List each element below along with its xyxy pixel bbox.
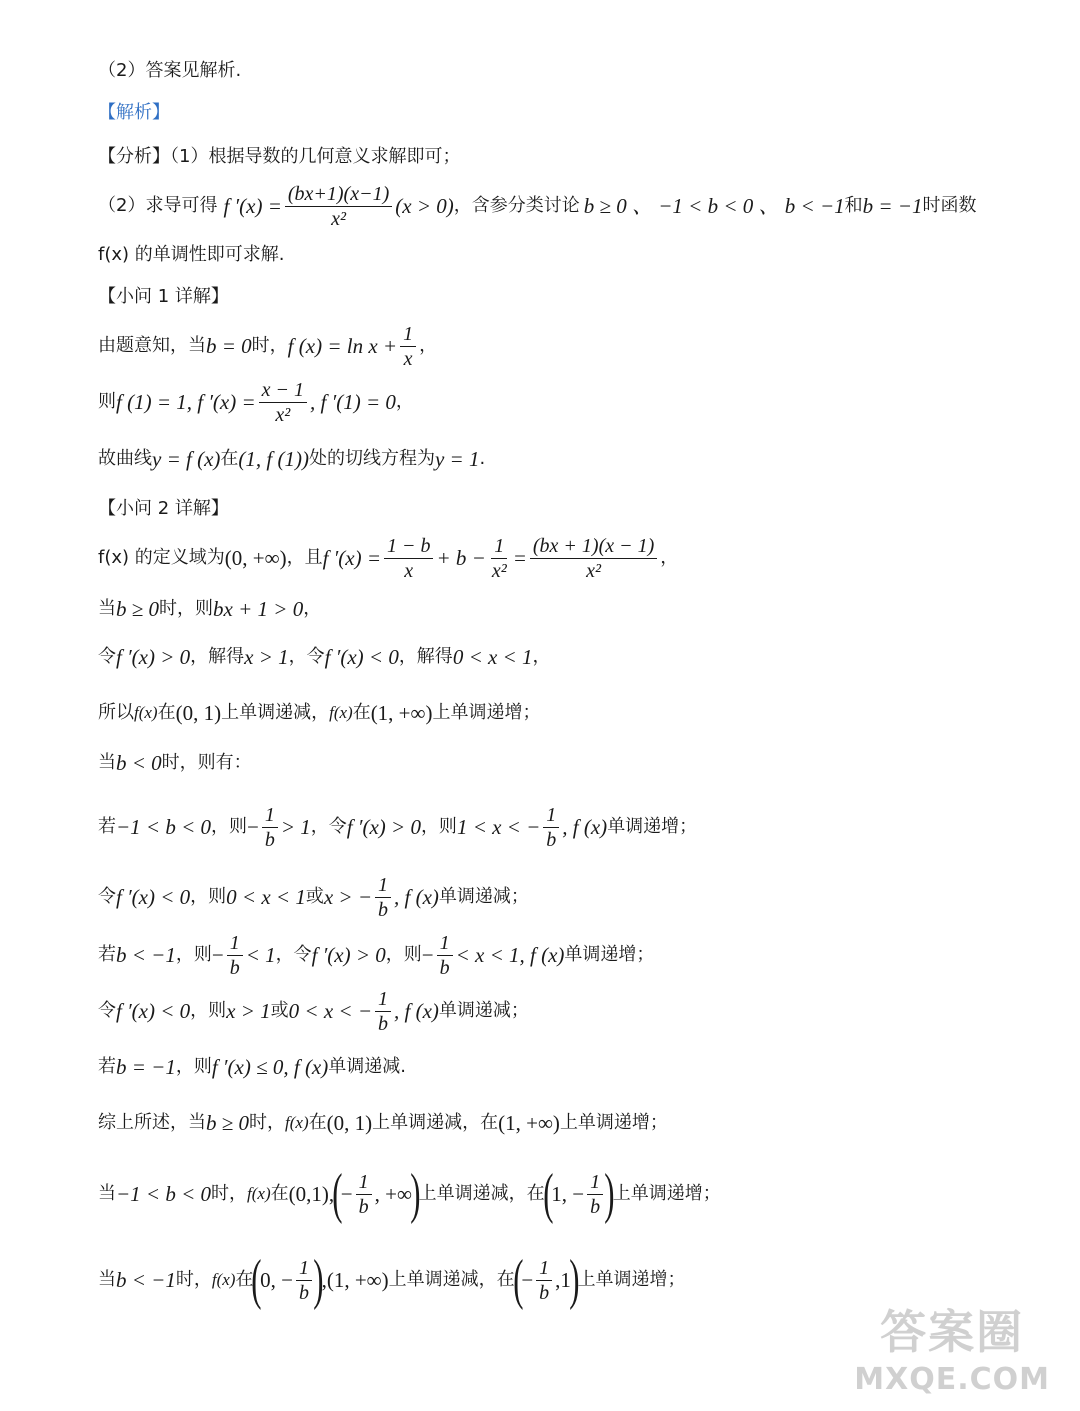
text: ，解得 <box>398 646 453 667</box>
q2-line-10 <box>98 1052 406 1082</box>
math: f ′(x) < 0 <box>116 999 191 1023</box>
text: 上单调递减，在 <box>372 1112 499 1133</box>
math: (1, +∞) <box>370 701 433 725</box>
math: f(x) <box>329 703 353 722</box>
math: f ′(x) < 0 <box>116 885 191 909</box>
text: 令 <box>98 646 116 667</box>
numerator: 1 <box>296 1256 312 1281</box>
math: (0, +∞) <box>224 546 287 570</box>
math: −1 < b < 0 <box>116 1182 212 1206</box>
text: 单调递减. <box>328 1056 406 1077</box>
text: f(x) 的定义域为 <box>98 547 225 568</box>
fraction <box>259 378 307 427</box>
numerator: (bx+1)(x−1) <box>285 182 392 207</box>
math: 0, − <box>260 1268 293 1292</box>
math: ,1 <box>555 1268 571 1292</box>
text: ，则 <box>420 816 457 837</box>
math: 0 < x < 1 <box>226 885 306 909</box>
text: 单调递增； <box>564 944 655 965</box>
numerator: 1 <box>227 931 243 956</box>
answer-line <box>98 56 241 86</box>
fraction <box>375 873 391 922</box>
text: （2）求导可得 <box>98 195 218 216</box>
fraction <box>356 1170 372 1219</box>
math: f (1) = 1, f ′(x) = <box>116 390 256 414</box>
text: 时， <box>211 1183 248 1204</box>
math: − <box>340 1182 353 1206</box>
left-paren: ( <box>542 1163 554 1225</box>
math: f ′(x) > 0 <box>346 815 421 839</box>
numerator: 1 <box>375 873 391 898</box>
text: 时函数 <box>922 195 977 216</box>
right-paren: ) <box>410 1163 421 1225</box>
analysis-line-1 <box>98 142 460 172</box>
summary-line-2 <box>98 1164 721 1224</box>
fraction <box>296 1256 312 1305</box>
math: f ′(x) ≤ 0, f (x) <box>211 1055 329 1079</box>
math: − <box>211 943 224 967</box>
text: 若 <box>98 1056 116 1077</box>
numerator: 1 − b <box>384 534 434 559</box>
fraction <box>437 931 453 980</box>
numerator: 1 <box>587 1170 603 1195</box>
right-paren: ) <box>569 1249 580 1311</box>
text: ，令 <box>275 944 312 965</box>
text: 令 <box>98 886 116 907</box>
text: 单调递增； <box>607 816 698 837</box>
math: b ≥ 0 <box>206 1111 250 1135</box>
text: ， <box>419 335 438 356</box>
q2-line-1 <box>98 534 678 582</box>
q1-line-1 <box>98 322 437 370</box>
math: b ≥ 0 <box>116 597 160 621</box>
denominator: x² <box>331 207 346 230</box>
text: 上单调递减，在 <box>418 1183 545 1204</box>
math: − <box>247 815 259 839</box>
denominator: b <box>264 828 275 851</box>
text: 【小问 1 详解】 <box>98 286 229 307</box>
text: ，则 <box>190 1000 227 1021</box>
fraction <box>536 1256 552 1305</box>
denominator: b <box>590 1195 601 1218</box>
text: 若 <box>98 816 116 837</box>
math: b = −1 <box>116 1055 176 1079</box>
text: 故曲线 <box>98 448 152 469</box>
math: b ≥ 0 、 −1 < b < 0 、 b < −1 <box>583 194 845 218</box>
text: ， <box>395 391 414 412</box>
denominator: x <box>404 559 414 582</box>
text: 在 <box>220 448 239 469</box>
text: 【分析】（1）根据导数的几何意义求解即可； <box>98 146 461 167</box>
math: , f (x) <box>394 999 439 1023</box>
math: f(x) <box>247 1184 271 1203</box>
math: < 1 <box>245 943 276 967</box>
right-paren: ) <box>313 1249 324 1311</box>
text: 【小问 2 详解】 <box>98 498 229 519</box>
text: 在 <box>270 1183 289 1204</box>
numerator: 1 <box>543 803 559 828</box>
text: ，解得 <box>190 646 245 667</box>
math: = <box>512 546 527 570</box>
numerator: 1 <box>491 534 507 559</box>
text: ，则 <box>385 944 422 965</box>
math: > 1 <box>280 815 311 839</box>
math: , f (x) <box>394 885 439 909</box>
q2-line-3 <box>98 642 550 672</box>
denominator: x² <box>586 559 601 582</box>
math: y = f (x) <box>152 447 221 471</box>
math: x > 1 <box>226 999 271 1023</box>
analysis-line-3 <box>98 240 284 270</box>
text: ，且 <box>286 547 323 568</box>
math: , f ′(1) = 0 <box>310 390 396 414</box>
summary-line-1 <box>98 1108 668 1138</box>
q1-line-2 <box>98 378 414 426</box>
denominator: x² <box>275 403 291 426</box>
text: 单调递减； <box>438 1000 529 1021</box>
fraction <box>384 534 434 583</box>
math: , f (x) <box>562 815 608 839</box>
text: ，令 <box>310 816 347 837</box>
math: ,(1, +∞) <box>321 1268 389 1292</box>
text: 上单调递减，在 <box>388 1269 515 1290</box>
math: (x > 0) <box>395 194 454 218</box>
math: + b − <box>436 546 486 570</box>
math: 0 < x < 1 <box>452 645 533 669</box>
math: f ′(x) = <box>223 194 282 218</box>
math: b < −1 <box>116 943 176 967</box>
text: 所以 <box>98 702 134 723</box>
math: (1, f (1)) <box>238 447 309 471</box>
fraction <box>285 182 392 231</box>
math: , +∞ <box>374 1182 412 1206</box>
q2-line-5 <box>98 748 252 778</box>
text: 或 <box>270 1000 289 1021</box>
text: （2）答案见解析. <box>98 60 242 81</box>
fraction <box>530 534 657 583</box>
math: − <box>421 943 434 967</box>
text: 在 <box>157 702 176 723</box>
section-label: 【解析】 <box>98 102 170 123</box>
q2-line-6 <box>98 802 697 852</box>
text: ，则 <box>190 886 227 907</box>
text: 上单调递增； <box>432 702 541 723</box>
numerator: 1 <box>437 931 453 956</box>
text: ， <box>303 598 322 619</box>
denominator: x² <box>491 559 507 582</box>
left-paren: ( <box>332 1163 343 1225</box>
math: f(x) <box>134 703 158 722</box>
text: 当 <box>98 1183 116 1204</box>
denominator: b <box>358 1195 369 1218</box>
watermark <box>854 1296 1050 1397</box>
math: f ′(x) > 0 <box>116 645 191 669</box>
denominator: b <box>298 1281 309 1304</box>
numerator: 1 <box>400 322 416 347</box>
denominator: b <box>546 828 557 851</box>
text: 上单调递增； <box>577 1269 686 1290</box>
text: ，含参分类讨论 <box>453 195 580 216</box>
text: 上单调递增； <box>612 1183 721 1204</box>
math: 1 < x < − <box>456 815 541 839</box>
q2-title <box>98 494 229 524</box>
math: (0, 1) <box>175 701 222 725</box>
math: 1, − <box>551 1182 585 1206</box>
math: bx + 1 > 0 <box>213 597 304 621</box>
text: ， <box>660 547 679 568</box>
summary-line-3 <box>98 1250 686 1310</box>
text: ，则 <box>211 816 248 837</box>
text: 当 <box>98 752 116 773</box>
text: 由题意知，当 <box>98 335 206 356</box>
text: ，则 <box>175 1056 212 1077</box>
text: . <box>479 448 486 469</box>
text: 当 <box>98 598 116 619</box>
fraction <box>375 987 391 1036</box>
fraction <box>587 1170 603 1219</box>
math: f ′(x) < 0 <box>324 645 399 669</box>
denominator: b <box>378 898 388 921</box>
denominator: x <box>403 347 413 370</box>
math: b < 0 <box>116 751 162 775</box>
fraction <box>489 534 510 583</box>
left-paren: ( <box>251 1249 262 1311</box>
math: (1, +∞) <box>498 1111 560 1135</box>
q1-title <box>98 282 229 312</box>
math: −1 < b < 0 <box>116 815 212 839</box>
numerator: 1 <box>536 1256 552 1281</box>
watermark-bottom: MXQE.COM <box>854 1362 1050 1397</box>
text: 在 <box>235 1269 254 1290</box>
right-paren: ) <box>604 1163 615 1225</box>
denominator: b <box>439 956 450 979</box>
text: 上单调递增； <box>559 1112 668 1133</box>
math: f ′(x) > 0 <box>311 943 386 967</box>
q2-line-9 <box>98 986 529 1036</box>
text: 上单调递减， <box>221 702 330 723</box>
math: b < −1 <box>116 1268 176 1292</box>
math: − <box>521 1268 534 1292</box>
denominator: b <box>229 956 240 979</box>
text: 综上所述，当 <box>98 1112 206 1133</box>
section-header <box>98 98 170 128</box>
math: (0,1), <box>288 1182 335 1206</box>
math: b = −1 <box>862 194 923 218</box>
watermark-top: 答案圈 <box>880 1305 1025 1359</box>
math: f(x) <box>211 1270 236 1289</box>
text: 时， <box>249 1112 286 1133</box>
numerator: 1 <box>375 987 391 1012</box>
numerator: 1 <box>262 803 278 828</box>
numerator: (bx + 1)(x − 1) <box>530 534 657 559</box>
denominator: b <box>539 1281 550 1304</box>
denominator: b <box>378 1012 388 1035</box>
text: 令 <box>98 1000 116 1021</box>
text: ，则 <box>175 944 212 965</box>
text: 在 <box>352 702 371 723</box>
text: 则 <box>98 391 116 412</box>
text: 在 <box>308 1112 327 1133</box>
math: 0 < x < − <box>288 999 372 1023</box>
math: f (x) = ln x + <box>287 334 398 358</box>
q2-line-8 <box>98 930 654 980</box>
q2-line-4 <box>98 698 541 728</box>
math: < x < 1, f (x) <box>455 943 565 967</box>
left-paren: ( <box>512 1249 524 1311</box>
q1-line-3 <box>98 444 485 474</box>
analysis-line-2 <box>98 184 976 228</box>
fraction <box>227 931 243 980</box>
math: x > − <box>323 885 372 909</box>
q2-line-2 <box>98 594 321 624</box>
text: 当 <box>98 1269 116 1290</box>
math: (0, 1) <box>326 1111 373 1135</box>
text: 处的切线方程为 <box>308 448 435 469</box>
fraction <box>543 803 559 852</box>
text: 单调递减； <box>438 886 529 907</box>
math: f(x) <box>285 1113 309 1132</box>
numerator: 1 <box>356 1170 372 1195</box>
text: 时，则 <box>159 598 214 619</box>
text: f(x) 的单调性即可求解. <box>98 244 285 265</box>
math: y = 1 <box>434 447 480 471</box>
text: 时，则有： <box>161 752 252 773</box>
q2-line-7 <box>98 872 529 922</box>
math: b = 0 <box>206 334 252 358</box>
numerator: x − 1 <box>259 378 307 403</box>
text: 时， <box>175 1269 212 1290</box>
text: ， <box>532 646 551 667</box>
fraction <box>262 803 278 852</box>
text: 若 <box>98 944 116 965</box>
math: x > 1 <box>244 645 289 669</box>
text: 和 <box>844 195 863 216</box>
text: 时， <box>251 335 288 356</box>
math: f ′(x) = <box>322 546 381 570</box>
fraction <box>400 322 416 371</box>
text: ，令 <box>288 646 325 667</box>
text: 或 <box>305 886 324 907</box>
